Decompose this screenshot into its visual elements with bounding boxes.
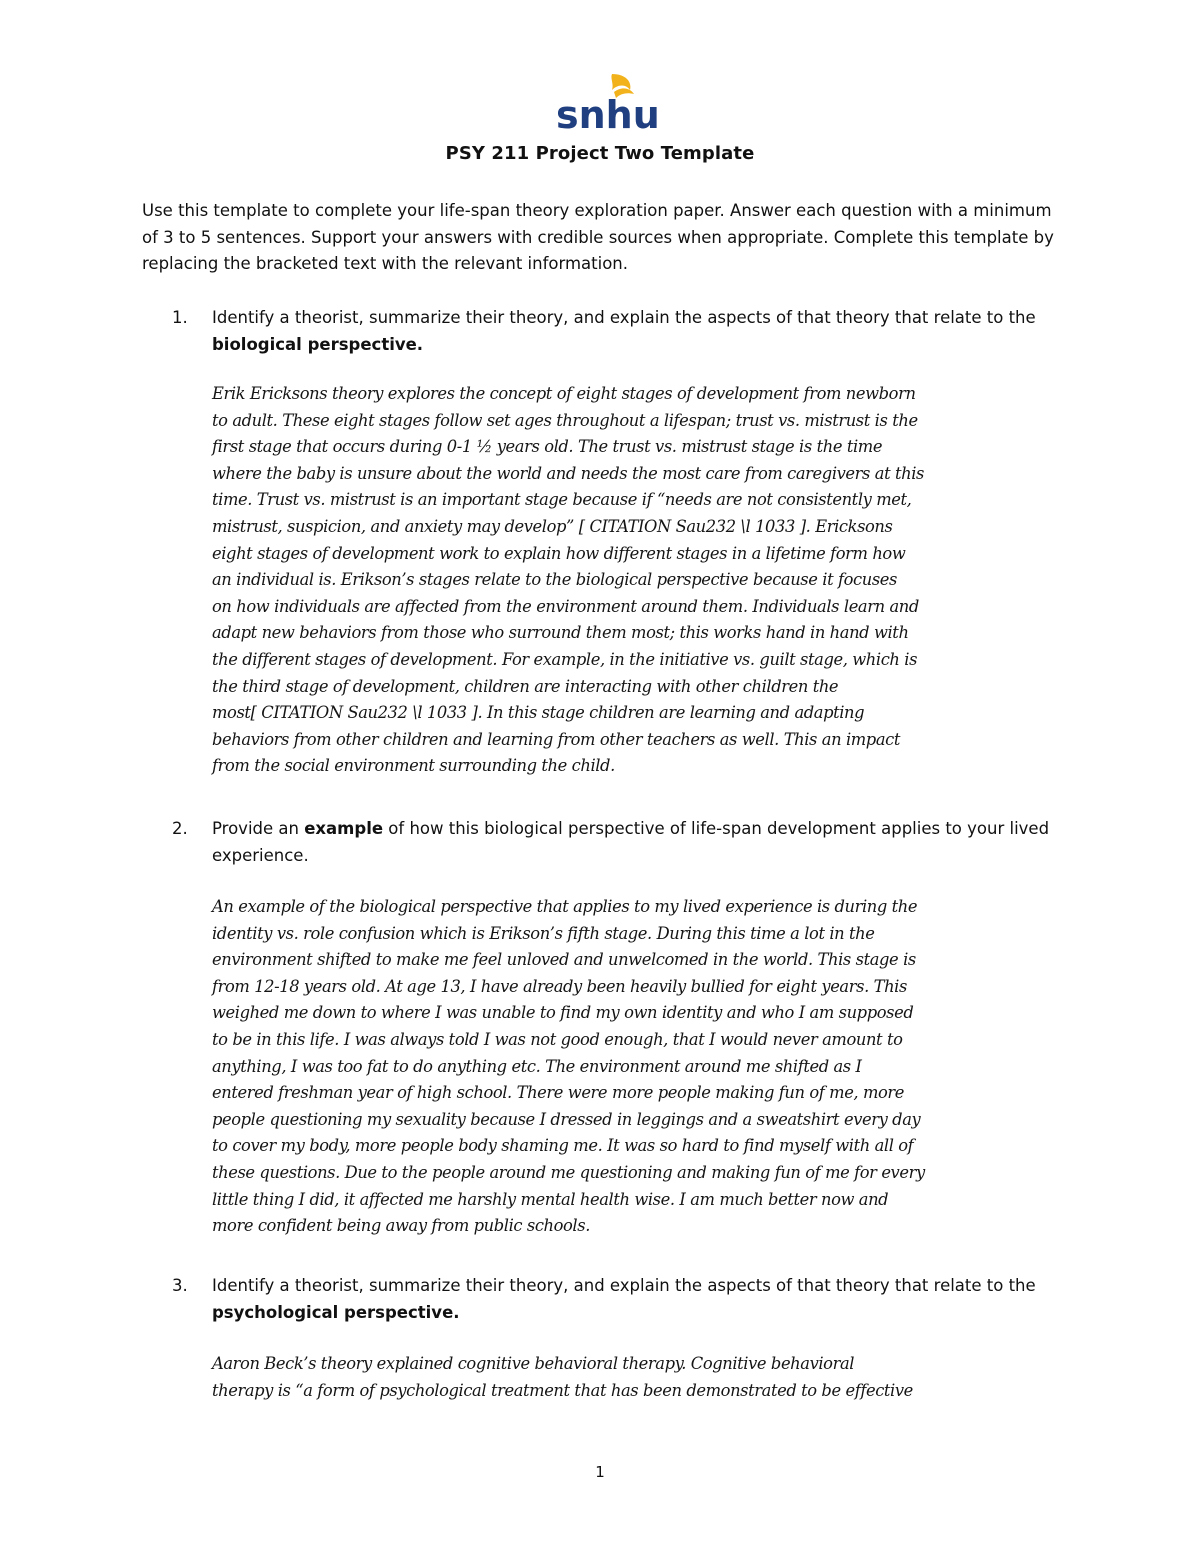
page-number: 1 xyxy=(595,1463,605,1481)
answer-line: from the social environment surrounding the child. xyxy=(212,756,615,776)
answer-2 xyxy=(212,894,1064,1240)
question-2 xyxy=(142,815,1062,869)
answer-line: an individual is. Erikson’s stages relate to the biological perspective because it focuses xyxy=(212,570,897,590)
answer-line: to cover my body, more people body shaming me. It was so hard to find myself with all of xyxy=(212,1136,914,1156)
question-number: 1. xyxy=(172,308,188,327)
question-text: Identify a theorist, summarize their theory, and explain the aspects of that theory that relate to the biological perspective. xyxy=(212,308,1036,354)
question-text: Provide an example of how this biological perspective of life-span development applies to your lived experience. xyxy=(212,819,1050,865)
question-1 xyxy=(142,304,1062,358)
question-3 xyxy=(142,1272,1062,1326)
page-title: PSY 211 Project Two Template xyxy=(445,143,755,164)
answer-line: An example of the biological perspective that applies to my lived experience is during the xyxy=(212,897,918,916)
answer-line: adapt new behaviors from those who surround them most; this works hand in hand with xyxy=(212,623,909,643)
answer-line: the different stages of development. For example, in the initiative vs. guilt stage, which is xyxy=(212,649,918,669)
answer-line: mistrust, suspicion, and anxiety may develop” [ CITATION Sau232 \l 1033 ]. Ericksons xyxy=(212,516,893,536)
answer-line: Aaron Beck’s theory explained cognitive behavioral therapy. Cognitive behavioral xyxy=(212,1354,855,1373)
answer-line: anything, I was too fat to do anything etc. The environment around me shifted as I xyxy=(212,1056,862,1076)
answer-line: Erik Ericksons theory explores the concept of eight stages of development from newborn xyxy=(212,384,916,403)
intro-paragraph: Use this template to complete your life-span theory exploration paper. Answer each question with a minimum of 3 to 5 sentences. Support your answers with credible sources when appropriate. Complete this template by replacing the bracketed text with the relevant information. xyxy=(142,201,1054,273)
answer-line: environment shifted to make me feel unloved and unwelcomed in the world. This stage is xyxy=(212,950,916,970)
snhu-logo-graphic xyxy=(556,72,660,137)
answer-line: the third stage of development, children are interacting with other children the xyxy=(212,676,839,696)
answer-line: eight stages of development work to explain how different stages in a lifetime form how xyxy=(212,543,906,563)
answer-line: therapy is “a form of psychological treatment that has been demonstrated to be effective xyxy=(212,1380,913,1400)
snhu-logo xyxy=(556,72,660,137)
answer-line: these questions. Due to the people around me questioning and making fun of me for every xyxy=(212,1162,925,1182)
answer-line: from 12-18 years old. At age 13, I have already been heavily bullied for eight years. This xyxy=(212,976,907,996)
answer-line: time. Trust vs. mistrust is an important stage because if “needs are not consistently met, xyxy=(212,490,912,510)
answer-line: to adult. These eight stages follow set ages throughout a lifespan; trust vs. mistrust is the xyxy=(212,410,918,430)
question-number: 2. xyxy=(172,819,188,838)
answer-line: to be in this life. I was always told I was not good enough, that I would never amount to xyxy=(212,1029,903,1049)
answer-line: first stage that occurs during 0-1 ½ years old. The trust vs. mistrust stage is the time xyxy=(212,437,883,457)
answer-line: more confident being away from public schools. xyxy=(212,1216,590,1236)
question-text: Identify a theorist, summarize their theory, and explain the aspects of that theory that relate to the psychological perspective. xyxy=(212,1276,1036,1322)
answer-line: identity vs. role confusion which is Erikson’s fifth stage. During this time a lot in the xyxy=(212,923,875,943)
answer-line: entered freshman year of high school. There were more people making fun of me, more xyxy=(212,1083,905,1103)
answer-3 xyxy=(212,1351,1064,1404)
answer-line: on how individuals are affected from the environment around them. Individuals learn and xyxy=(212,596,919,616)
answer-line: little thing I did, it affected me harshly mental health wise. I am much better now and xyxy=(212,1189,889,1209)
answer-line: people questioning my sexuality because I dressed in leggings and a sweatshirt every day xyxy=(212,1109,921,1129)
logo-wordmark: snhu xyxy=(556,93,660,137)
answer-line: weighed me down to where I was unable to find my own identity and who I am supposed xyxy=(212,1003,914,1023)
answer-1 xyxy=(212,381,1064,780)
answer-line: most[ CITATION Sau232 \l 1033 ]. In this stage children are learning and adapting xyxy=(212,703,865,723)
question-number: 3. xyxy=(172,1276,188,1295)
answer-line: where the baby is unsure about the world and needs the most care from caregivers at this xyxy=(212,463,924,483)
answer-line: behaviors from other children and learning from other teachers as well. This an impact xyxy=(212,729,900,749)
